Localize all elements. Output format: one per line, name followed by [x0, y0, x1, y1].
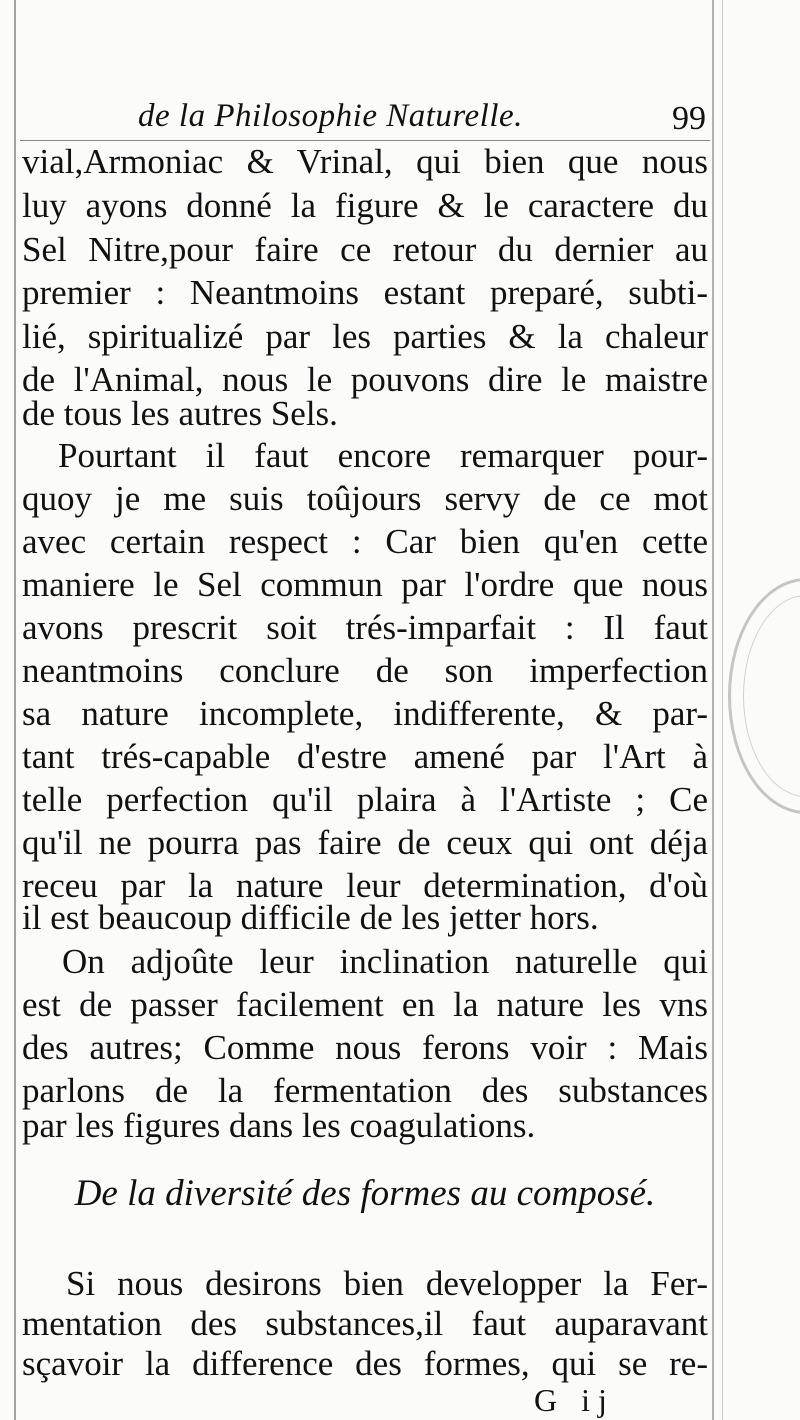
text-line: On adjoûte leur inclination naturelle qui: [62, 942, 708, 981]
text-line: sçavoir la difference des formes, qui se re-: [22, 1344, 708, 1383]
text-line: qu'il ne pourra pas faire de ceux qui ont déja: [22, 823, 708, 862]
text-line: telle perfection qu'il plaira à l'Artiste ; Ce: [22, 780, 708, 819]
text-line: neantmoins conclure de son imperfection: [22, 651, 708, 690]
text-line: lié, spiritualizé par les parties & la chaleur: [22, 317, 708, 356]
text-line: vial,Armoniac & Vrinal, qui bien que nous: [22, 142, 708, 181]
text-line: mentation des substances,il faut auparavant: [22, 1304, 708, 1343]
signature-mark: G ij: [534, 1382, 615, 1418]
library-stamp-inner-ring: [743, 595, 800, 797]
text-line: de l'Animal, nous le pouvons dire le maistre: [22, 360, 708, 399]
text-line: tant trés-capable d'estre amené par l'Art à: [22, 737, 708, 776]
text-line: de tous les autres Sels.: [22, 394, 338, 433]
text-line: par les figures dans les coagulations.: [22, 1106, 536, 1145]
text-line: quoy je me suis toûjours servy de ce mot: [22, 479, 708, 518]
text-line: premier : Neantmoins estant preparé, subti-: [22, 273, 708, 312]
running-title: de la Philosophie Naturelle.: [138, 98, 523, 134]
section-heading: De la diversité des formes au composé.: [74, 1173, 656, 1214]
text-line: maniere le Sel commun par l'ordre que nous: [22, 565, 708, 604]
page-number: 99: [672, 100, 706, 137]
library-stamp: [728, 578, 800, 814]
text-line: avons prescrit soit trés-imparfait : Il faut: [22, 608, 708, 647]
text-line: Pourtant il faut encore remarquer pour-: [58, 436, 708, 475]
scan-edge-left: [14, 0, 16, 1420]
text-line: avec certain respect : Car bien qu'en cette: [22, 522, 708, 561]
text-line: Sel Nitre,pour faire ce retour du dernier au: [22, 230, 708, 269]
text-line: parlons de la fermentation des substances: [22, 1071, 708, 1110]
text-line: luy ayons donné la figure & le caractere du: [22, 186, 708, 225]
text-line: Si nous desirons bien developper la Fer-: [66, 1264, 708, 1303]
text-line: des autres; Comme nous ferons voir : Mais: [22, 1028, 708, 1067]
text-line: receu par la nature leur determination, d'où: [22, 866, 708, 905]
text-line: sa nature incomplete, indifferente, & par-: [22, 694, 708, 733]
scan-edge-right-inner: [722, 0, 723, 1420]
page-header: [20, 98, 710, 141]
text-line: est de passer facilement en la nature les vns: [22, 985, 708, 1024]
text-line: il est beaucoup difficile de les jetter hors.: [22, 898, 599, 937]
scan-edge-right: [712, 0, 714, 1420]
